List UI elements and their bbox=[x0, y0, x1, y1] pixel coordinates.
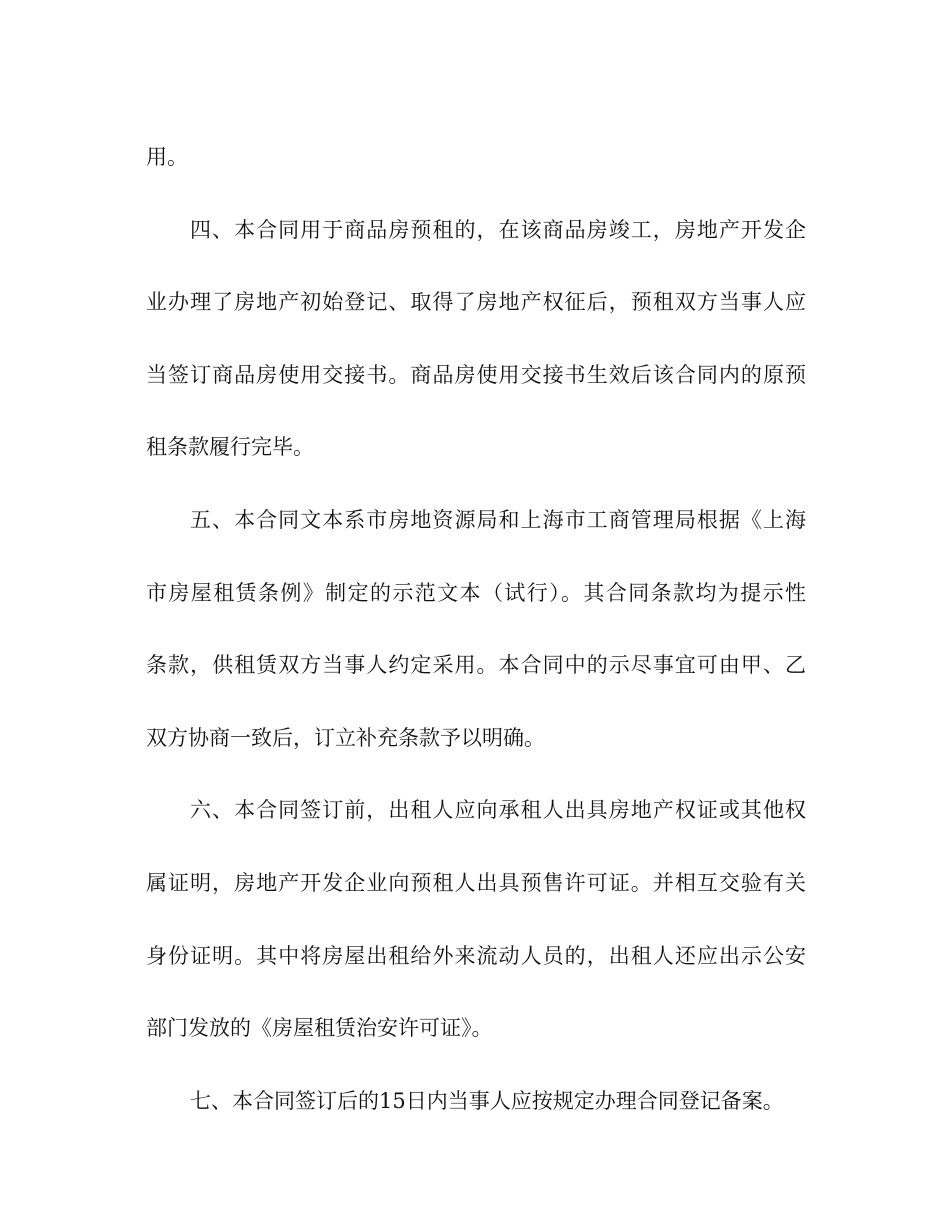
text-line: 租条款履行完毕。 bbox=[146, 435, 314, 460]
text-line: 五、本合同文本系市房地资源局和上海市工商管理局根据《上海 bbox=[190, 507, 806, 532]
text-line: 七、本合同签订后的15日内当事人应按规定办理合同登记备案。 bbox=[190, 1088, 784, 1113]
text-line: 市房屋租赁条例》制定的示范文本（试行）。其合同条款均为提示性 bbox=[146, 580, 806, 605]
text-line: 属证明，房地产开发企业向预租人出具预售许可证。并相互交验有关 bbox=[146, 870, 806, 895]
text-line: 双方协商一致后，订立补充条款予以明确。 bbox=[146, 725, 545, 750]
text-line: 用。 bbox=[146, 145, 188, 169]
document-body bbox=[146, 121, 806, 1137]
text-line: 部门发放的《房屋租赁治安许可证》。 bbox=[146, 1016, 493, 1041]
text-line: 身份证明。其中将房屋出租给外来流动人员的，出租人还应出示公安 bbox=[146, 943, 806, 968]
text-line: 业办理了房地产初始登记、取得了房地产权征后，预租双方当事人应 bbox=[146, 290, 806, 315]
text-line: 六、本合同签订前，出租人应向承租人出具房地产权证或其他权 bbox=[190, 798, 806, 823]
text-line: 当签订商品房使用交接书。商品房使用交接书生效后该合同内的原预 bbox=[146, 362, 806, 387]
text-line: 条款，供租赁双方当事人约定采用。本合同中的示尽事宜可由甲、乙 bbox=[146, 653, 806, 678]
text-line: 四、本合同用于商品房预租的，在该商品房竣工，房地产开发企 bbox=[190, 217, 806, 242]
